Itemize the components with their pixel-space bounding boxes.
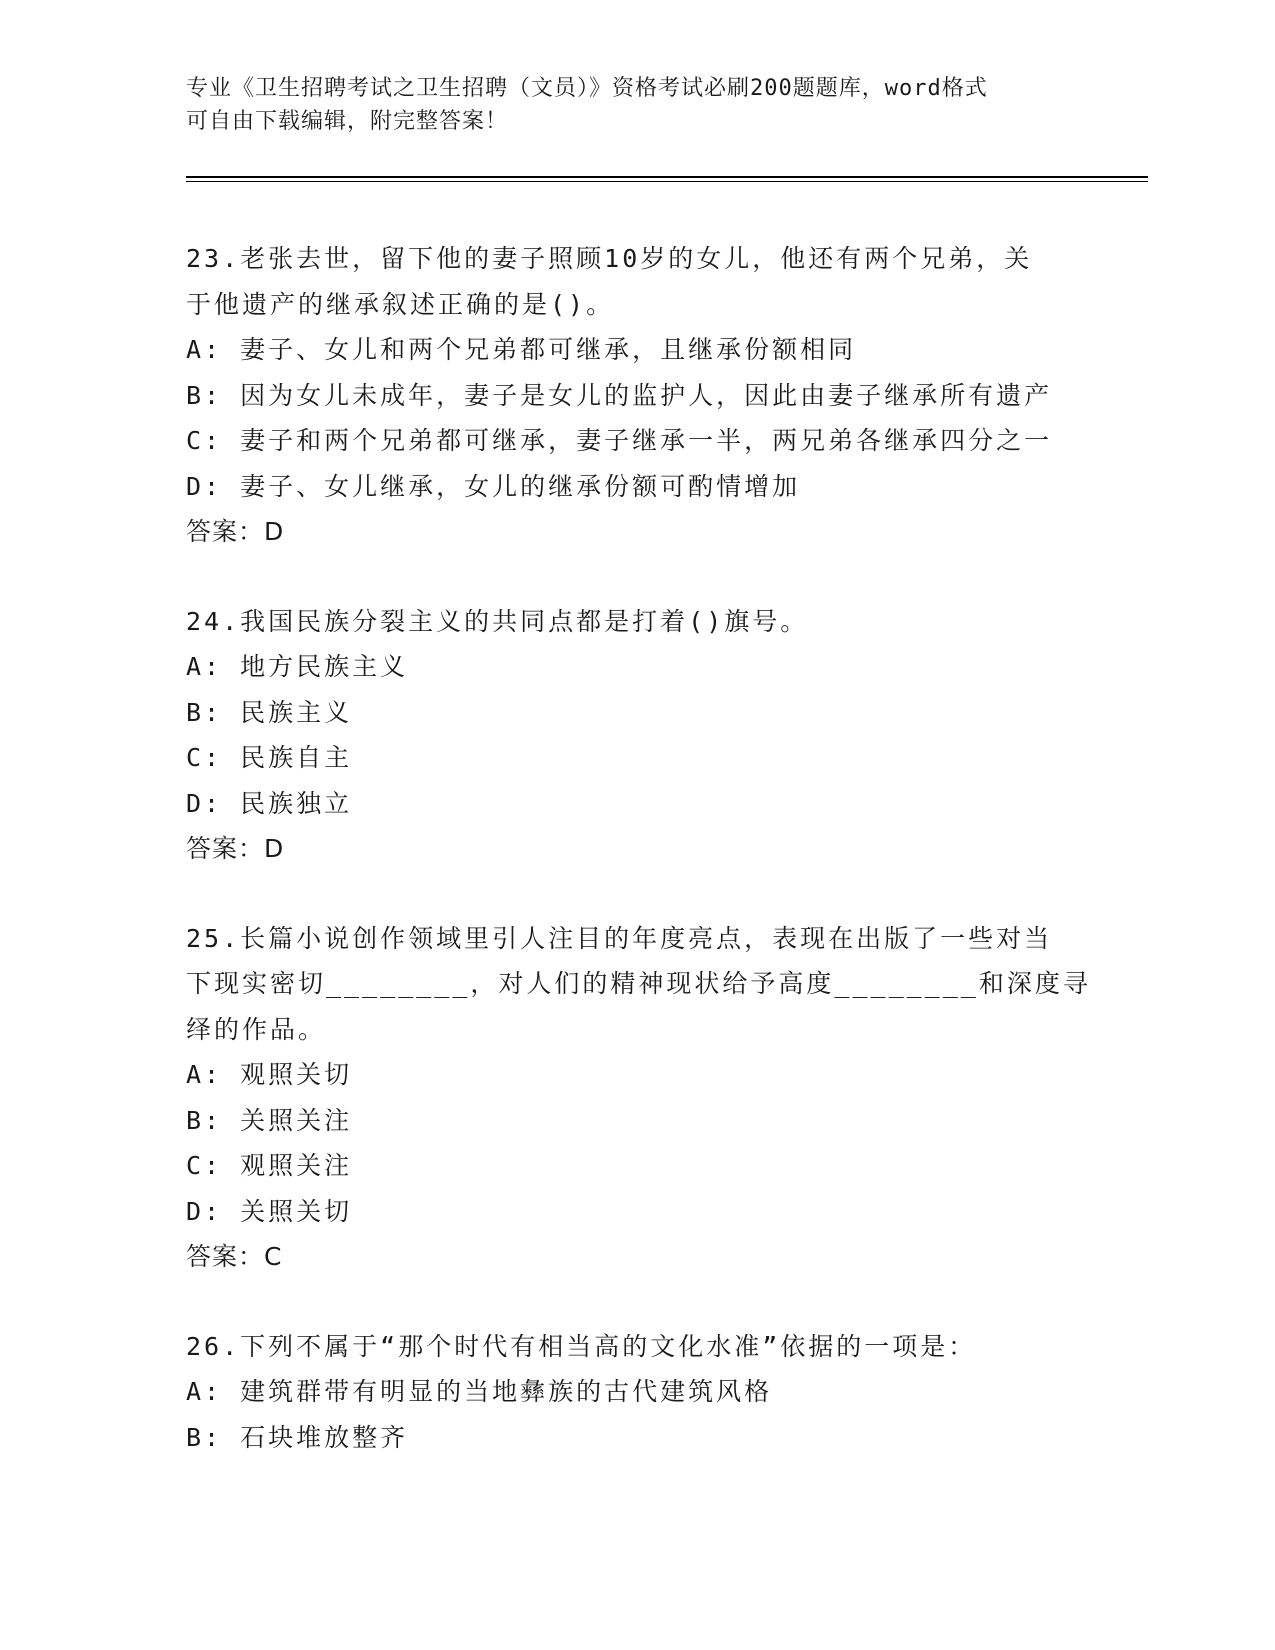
option-b: B: 因为女儿未成年，妻子是女儿的监护人，因此由妻子继承所有遗产 [186,380,1053,410]
answer-label: 答案：D [186,834,285,863]
option-b: B: 民族主义 [186,697,353,727]
option-c: C: 妻子和两个兄弟都可继承，妻子继承一半，两兄弟各继承四分之一 [186,426,1053,455]
document-header [186,72,1066,138]
header-line-2: 可自由下载编辑，附完整答案！ [186,109,509,134]
question-stem-line: 25.长篇小说创作领域里引人注目的年度亮点，表现在出版了一些对当 [186,923,1053,953]
question-26 [186,1324,1086,1461]
question-stem-line: 绎的作品。 [186,1014,327,1044]
option-c: C: 民族自主 [186,743,353,772]
header-line-1: 专业《卫生招聘考试之卫生招聘（文员）》资格考试必刷200题题库，word格式 [186,76,988,101]
option-d: D: 关照关切 [186,1196,353,1226]
option-c: C: 观照关注 [186,1151,353,1180]
question-24 [186,599,1086,872]
question-stem-line: 24.我国民族分裂主义的共同点都是打着()旗号。 [186,606,809,636]
option-b: B: 关照关注 [186,1105,353,1135]
question-25 [186,916,1091,1280]
header-divider-thin [186,181,1148,182]
question-23 [186,236,1086,555]
answer-label: 答案：C [186,1242,283,1271]
option-d: D: 妻子、女儿继承，女儿的继承份额可酌情增加 [186,471,801,501]
question-stem-line: 下现实密切________，对人们的精神现状给予高度________和深度寻 [186,969,1091,998]
question-stem-line: 于他遗产的继承叙述正确的是()。 [186,289,615,319]
question-stem-line: 23.老张去世，留下他的妻子照顾10岁的女儿，他还有两个兄弟，关 [186,244,1033,273]
question-stem-line: 26.下列不属于“那个时代有相当高的文化水准”依据的一项是： [186,1331,977,1361]
question-list [186,236,1091,1504]
option-a: A: 建筑群带有明显的当地彝族的古代建筑风格 [186,1377,773,1406]
option-a: A: 观照关切 [186,1060,353,1089]
option-b: B: 石块堆放整齐 [186,1422,409,1452]
option-d: D: 民族独立 [186,788,353,818]
answer-label: 答案：D [186,517,285,546]
header-divider-thick [186,176,1148,178]
option-a: A: 地方民族主义 [186,652,409,681]
option-a: A: 妻子、女儿和两个兄弟都可继承，且继承份额相同 [186,335,857,364]
